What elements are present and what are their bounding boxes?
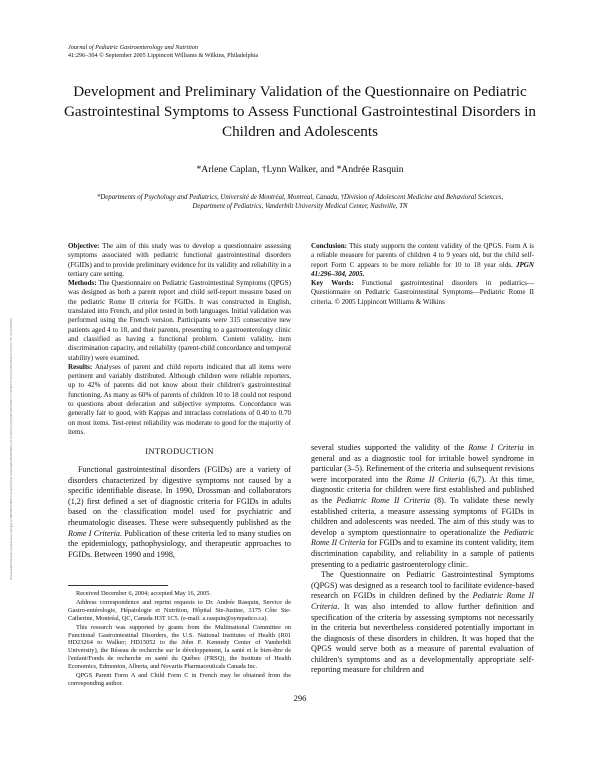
objective-text: The aim of this study was to develop a questionnaire assessing symptoms associated with pediatric functional gastrointestinal disorders (FGIDs) and to provide preliminary evidence for its validity and reliability in a tertiary care setting. [68,242,291,278]
abstract-right-column [311,242,534,307]
keywords-label: Key Words: [311,279,354,288]
funding-note: This research was supported by grants from the Multinational Committee on Functional Gastrointestinal Disorders, the U.S. National Institutes of Health (R01 HD23264 to Walker; HD15052 to the John F. Kennedy Center of Vanderbilt University), the Réseau de recherche sur le développement, la santé et le bien-être de l'enfant/Fonds de recherche en santé du Québec (FRSQ), the Institute of Health Economics, Edmonton, Alberta, and Novartis Pharmaceuticals Canada Inc. [68,623,291,671]
conclusion-text: This study supports the content validity of the QPGS. Form A is a reliable measure for parents of children 4 to 9 years old, but the child self-report Form C appears to be more reliable for 10 to 18 year olds. [311,242,534,269]
intro-text: Functional gastrointestinal disorders (FGIDs) are a variety of disorders characterized by digestive symptoms not caused by a specific identifiable disease. In 1990, Drossman and collaborators (1,2) first defined a set of diagnostic criteria for FGIDs in adults based on the classification model used for psychiatric and rheumatologic diseases. These were subsequently published as the [68,465,291,527]
intro-emphasis: Rome II Criteria [406,474,465,484]
conclusion-label: Conclusion: [311,242,348,250]
article-title: Development and Preliminary Validation of the Questionnaire on Pediatric Gastrointestinal Symptoms to Assess Functional Gastrointestinal Disorders in Children and Adolescents [63,83,537,140]
body-left-column [68,465,291,560]
page-number: 296 [293,693,307,703]
abstract-left-column [68,242,291,437]
intro-text: . It was also intended to allow further definition and specification of the criteria by assessing symptoms not necessarily in the criteria but nevertheless considered potentially important in the diagnosis of these disorders in children. It was hoped that the QPGS would serve both as a measure of parental evaluation of children's symptoms and as a developmentally appropriate self-reporting measure for children and [311,601,534,675]
results-label: Results: [68,362,93,371]
abstract-citation: JPGN 41:296–304, 2005. [311,260,534,278]
intro-emphasis: Rome I Criteria [468,443,524,452]
methods-label: Methods: [68,279,97,288]
intro-text: (8). To validate these newly established criteria, a measure assessing symptoms of FGIDs in children and adolescents was needed. The aim of this study was to develop a symptom questionnaire to operationalize the [311,495,534,537]
journal-citation: 41:296–304 © September 2005 Lippincott Williams & Wilkins, Philadelphia [68,51,259,59]
journal-name: Journal of Pediatric Gastroenterology and Nutrition [68,44,198,51]
forms-availability-note: QPGS Parent Form A and Child Form C in French may be obtained from the corresponding author. [68,672,291,687]
results-text: Analyses of parent and child reports indicated that all items were pertinent and variably distributed. Although children were reliable reporters, up to 42% of parents did not know about their children's gastrointestinal functioning. As many as 60% of parents of children 10 to 18 could not respond to questions about defecation and subjective symptoms. Concordance was generally fair to good, with Kappas and intraclass correlations of 0.40 to 0.70 on most items. Test-retest reliability was moderate to good for the majority of items. [68,362,291,436]
intro-emphasis: Pediatric Rome II Criteria [311,527,534,548]
side-download-notice: Downloaded from http://journals.lww.com/jpgn by BhDMf5ePHKav1zEoum1tQfN4a+kJLhEZgbsIHo4XMi0hCywCX1AWnYQp/IlQrHD3i3D0OdRyi7TvSFl4Cf3VC4/OAVpDDa8KKGKV0Ymy+78= on 03/28/2019 [9,318,13,580]
footnote-divider [68,585,168,586]
intro-text: The Questionnaire on Pediatric Gastrointestinal Symptoms (QPGS) was designed as a research tool to facilitate evidence-based research on FGIDs in children defined by the [311,570,534,601]
introduction-heading: INTRODUCTION [145,446,214,456]
journal-header [68,44,258,59]
keywords-text: Functional gastrointestinal disorders in pediatrics—Questionnaire on Pediatric Gastrointestinal Symptoms—Pediatric Rome II criteria. © 2005 Lippincott Williams & Wilkins [311,279,534,306]
intro-text: in general and as a diagnostic tool for irritable bowel syndrome in particular (3–5). Refinement of the criteria and subsequent revisions were incorporated into the [311,443,534,484]
objective-label: Objective: [68,242,100,250]
intro-emphasis: Pediatric Rome II Criteria [311,591,534,611]
intro-emphasis: Rome I Criteria [68,528,120,538]
correspondence-address: Address correspondence and reprint requests to Dr. Andrée Rasquin, Service de Gastro-entérologie, Hépatologie et Nutrition, Hôpital Ste-Justine, 3175 Côte Ste-Catherine, Montréal, QC, Canada H3T 1C5. (e-mail: a.rasquin@sympatico.ca). [68,598,291,622]
intro-text: for FGIDs and to examine its content validity, item discrimination capability, and reliability in a sample of patients presenting to a pediatric gastroenterology clinic. [311,538,534,569]
author-list: *Arlene Caplan, †Lynn Walker, and *Andrée Rasquin [196,164,404,175]
intro-text: . Publication of these criteria led to many studies on the epidemiology, pathophysiology, and therapeutic approaches to FGIDs. Between 1990 and 1998, [68,528,292,559]
intro-text: several studies supported the validity of the [311,443,469,452]
intro-emphasis: Pediatric Rome II Criteria [336,495,430,505]
body-right-column [311,443,534,676]
intro-text: (6,7). At this time, diagnostic criteria for children were first established and published as the [311,474,534,505]
methods-text: The Questionnaire on Pediatric Gastrointestinal Symptoms (QPGS) was designed as both a parent report and child self-report measure based on the pediatric Rome II criteria for FGIDs. It was constructed in English, translated into French, and pilot tested in both languages. Initial validation was performed using the French version. Participants were 315 consecutive new patients aged 4 to 18, and their parents, presenting to a gastroenterology clinic and classified as having a functional problem. Content validity, item discrimination capacity, and reliability (parent-child concordance and temporal stability) were examined. [68,279,291,362]
received-dates: Received December 6, 2004; accepted May 16, 2005. [76,590,211,597]
author-affiliations: *Departments of Psychology and Pediatrics, Université de Montréal, Montreal, Canada, †Division of Adolescent Medicine and Behavioral Sciences, Department of Pediatrics, Vanderbilt University Medical Center, Nashville, TN [96,194,504,210]
footnotes [68,590,291,689]
